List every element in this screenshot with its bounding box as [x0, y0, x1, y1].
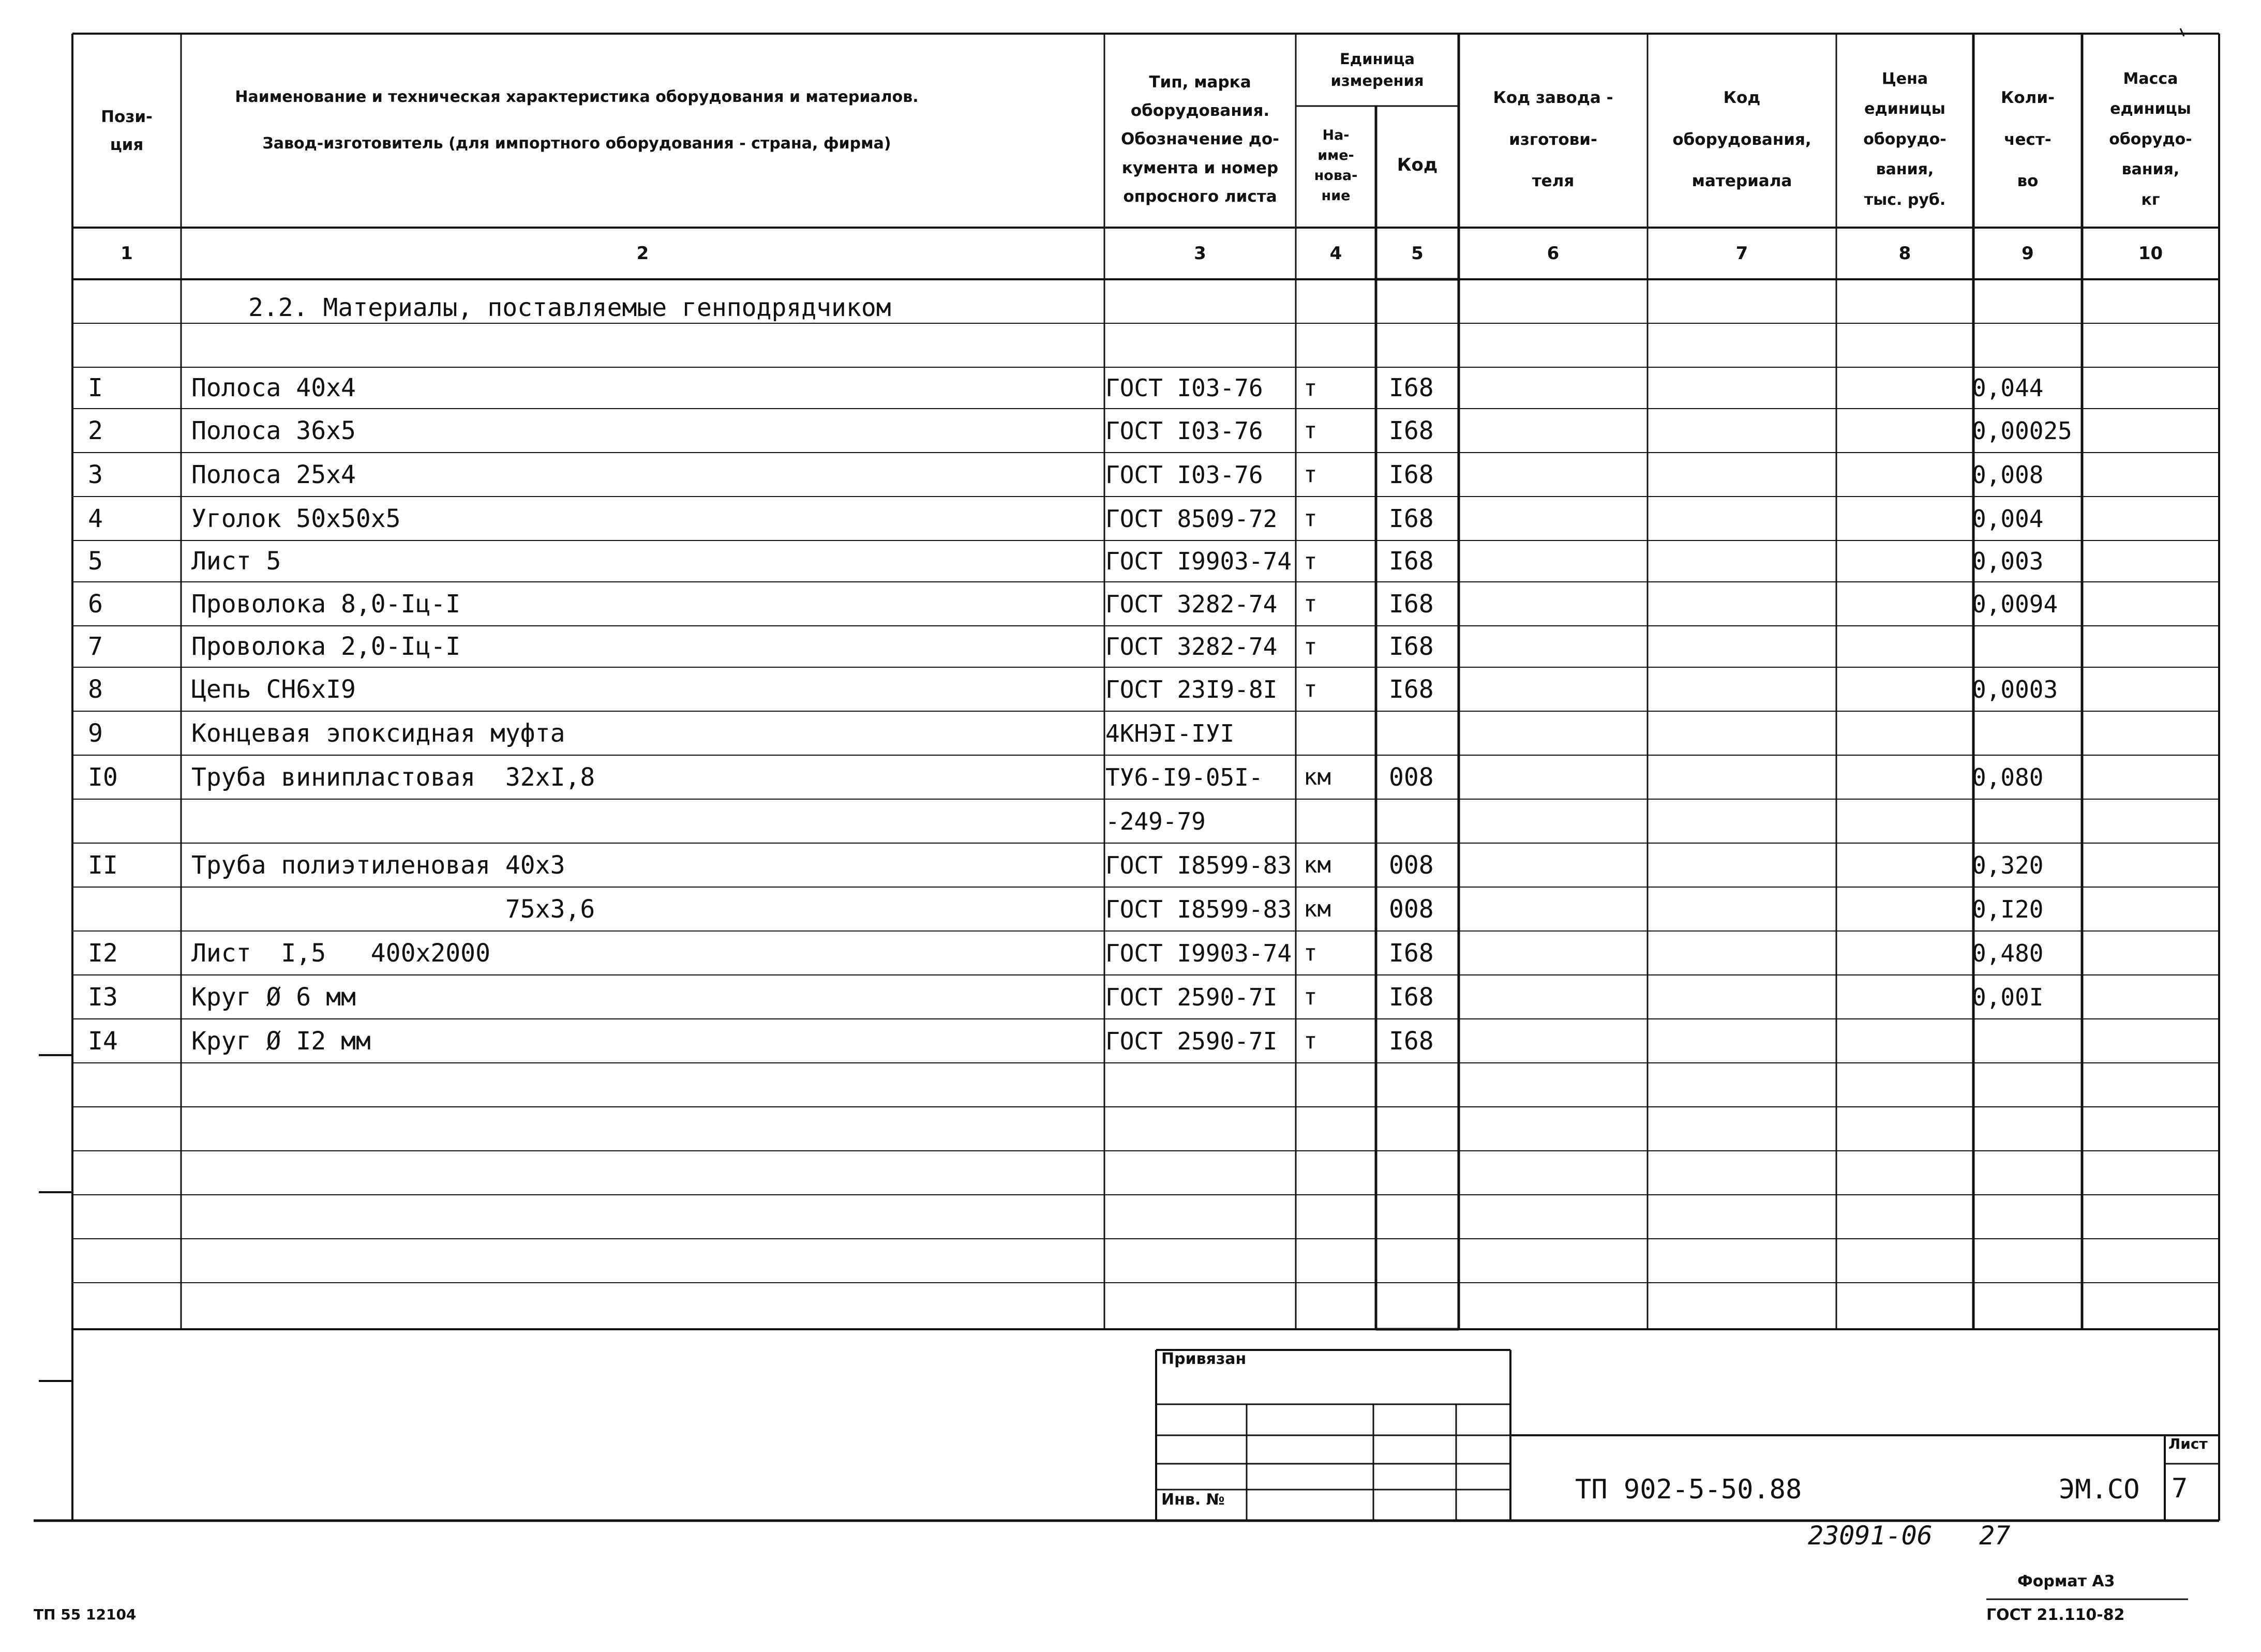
document-cell: 4КНЭI-IУI [1105, 719, 1235, 747]
document-cell: ГОСТ I8599-83 [1105, 851, 1292, 879]
position-cell: 8 [88, 674, 103, 704]
unit-code-cell: I68 [1389, 938, 1434, 968]
name-cell: Полоса 36х5 [191, 416, 356, 445]
header-quantity: Коли- чест- во [2001, 88, 2055, 191]
header-equipment-code: Код оборудования, материала [1672, 88, 1811, 191]
unit-code-cell [1389, 711, 1456, 755]
document-cell: ГОСТ I9903-74 [1105, 547, 1292, 575]
name-cell: Полоса 40х4 [191, 373, 356, 402]
unit-code-cell: 008 [1389, 894, 1434, 924]
document-cell: ГОСТ I03-76 [1105, 374, 1263, 402]
unit-code-cell: I68 [1389, 589, 1434, 619]
unit-cell: т [1304, 676, 1317, 702]
column-number-1: 1 [121, 243, 133, 264]
column-number-5: 5 [1411, 243, 1424, 264]
position-cell: 7 [88, 632, 103, 661]
quantity-cell [1972, 1019, 2080, 1063]
sheet-number: 7 [2172, 1473, 2188, 1504]
document-cell: ГОСТ I8599-83 [1105, 895, 1292, 923]
quantity-cell: 0,080 [1972, 763, 2044, 791]
unit-cell: км [1304, 852, 1331, 878]
name-cell: Полоса 25х4 [191, 460, 356, 489]
unit-code-cell: I68 [1389, 460, 1434, 489]
unit-cell: км [1304, 764, 1331, 790]
document-cell: ГОСТ 23I9-8I [1105, 675, 1278, 703]
document-cell: ГОСТ I03-76 [1105, 460, 1263, 489]
unit-cell: т [1304, 940, 1317, 966]
column-number-8: 8 [1898, 243, 1911, 264]
column-number-3: 3 [1194, 243, 1206, 264]
unit-cell: т [1304, 461, 1317, 488]
unit-code-cell: 008 [1389, 762, 1434, 792]
column-number-4: 4 [1329, 243, 1342, 264]
unit-cell: т [1304, 633, 1317, 660]
unit-cell: т [1304, 984, 1317, 1010]
name-cell: Труба винипластовая 32хI,8 [191, 762, 595, 792]
document-cell: ГОСТ 8509-72 [1105, 504, 1278, 533]
document-cell: ТУ6-I9-05I- [1105, 763, 1263, 791]
quantity-cell: 0,00I [1972, 983, 2044, 1011]
column-number-9: 9 [2022, 243, 2034, 264]
document-code: ТП 902-5-50.88 [1575, 1474, 1802, 1505]
stamp-inventory-number: Инв. № [1161, 1491, 1225, 1509]
name-cell: Уголок 50х50х5 [191, 504, 401, 533]
name-cell: Круг Ø I2 мм [191, 1026, 371, 1056]
quantity-cell: 0,00025 [1972, 416, 2072, 445]
unit-cell: т [1304, 548, 1317, 575]
name-cell: Труба полиэтиленовая 40х3 [191, 850, 565, 880]
column-number-6: 6 [1547, 243, 1560, 264]
unit-code-cell [1389, 799, 1456, 843]
header-unit-price: Цена единицы оборудо- вания, тыс. руб. [1863, 69, 1946, 209]
position-cell: I [88, 373, 103, 402]
unit-cell: т [1304, 591, 1317, 617]
name-cell: Лист 5 [191, 547, 281, 576]
name-cell: Круг Ø 6 мм [191, 982, 356, 1012]
header-unit-name: На- име- нова- ние [1314, 127, 1358, 204]
document-cell: ГОСТ I03-76 [1105, 416, 1263, 445]
position-cell: 9 [88, 718, 103, 748]
position-cell: I0 [88, 762, 118, 792]
document-cell: ГОСТ 2590-7I [1105, 1027, 1278, 1055]
quantity-cell: 0,I20 [1972, 895, 2044, 923]
name-cell: Проволока 8,0-Iц-I [191, 589, 461, 619]
document-cell: ГОСТ I9903-74 [1105, 939, 1292, 967]
header-unit-group: Единица измерения [1330, 50, 1424, 89]
unit-cell: км [1304, 896, 1331, 922]
position-cell: 4 [88, 504, 103, 533]
stamp-privyazan: Привязан [1161, 1350, 1247, 1368]
quantity-cell [1972, 626, 2080, 667]
name-cell: Цепь СН6хI9 [191, 674, 356, 704]
unit-cell [1304, 799, 1373, 843]
sheet-label: Лист [2168, 1435, 2208, 1452]
quantity-cell [1972, 711, 2080, 755]
header-name-line2: Завод-изготовитель (для импортного оборудования - страна, фирма) [262, 134, 891, 153]
quantity-cell: 0,0094 [1972, 590, 2058, 618]
unit-code-cell: I68 [1389, 547, 1434, 576]
quantity-cell: 0,004 [1972, 504, 2044, 533]
unit-code-cell: I68 [1389, 982, 1434, 1012]
header-unit-mass: Масса единицы оборудо- вания, кг [2109, 69, 2192, 209]
unit-code-cell: I68 [1389, 674, 1434, 704]
unit-cell: т [1304, 374, 1317, 401]
unit-code-cell: I68 [1389, 1026, 1434, 1056]
format-label: Формат А3 [2017, 1572, 2115, 1590]
section-title: 2.2. Материалы, поставляемые генподрядчиком [248, 293, 891, 322]
position-cell: 6 [88, 589, 103, 619]
header-position: Пози- ция [101, 107, 153, 154]
footer-gost: ГОСТ 21.110-82 [1986, 1606, 2125, 1624]
handwritten-archive-number: 23091-06 27 [1808, 1521, 2011, 1551]
header-name-line1: Наименование и техническая характеристика оборудования и материалов. [235, 87, 919, 106]
position-cell: I3 [88, 982, 118, 1012]
document-cell: ГОСТ 2590-7I [1105, 983, 1278, 1011]
unit-cell: т [1304, 505, 1317, 532]
unit-code-cell: I68 [1389, 373, 1434, 402]
unit-cell: т [1304, 1028, 1317, 1054]
quantity-cell [1972, 799, 2080, 843]
sheet-code: ЭМ.СО [2059, 1474, 2140, 1505]
name-cell: Концевая эпоксидная муфта [191, 718, 565, 748]
position-cell [88, 799, 176, 843]
name-cell [191, 799, 1102, 843]
name-cell: Проволока 2,0-Iц-I [191, 632, 461, 661]
unit-code-cell: I68 [1389, 504, 1434, 533]
document-cell: ГОСТ 3282-74 [1105, 633, 1278, 660]
unit-code-cell: I68 [1389, 632, 1434, 661]
unit-cell: т [1304, 417, 1317, 444]
position-cell [88, 887, 176, 931]
name-cell: 75х3,6 [191, 894, 595, 924]
name-cell: Лист I,5 400х2000 [191, 938, 490, 968]
quantity-cell: 0,044 [1972, 374, 2044, 402]
quantity-cell: 0,320 [1972, 851, 2044, 879]
header-unit-code: Код [1397, 155, 1438, 176]
document-cell: ГОСТ 3282-74 [1105, 590, 1278, 618]
position-cell: 3 [88, 460, 103, 489]
position-cell: 2 [88, 416, 103, 445]
position-cell: 5 [88, 547, 103, 576]
unit-code-cell: 008 [1389, 850, 1434, 880]
column-number-7: 7 [1735, 243, 1748, 264]
unit-cell [1304, 711, 1373, 755]
quantity-cell: 0,003 [1972, 547, 2044, 575]
position-cell: II [88, 850, 118, 880]
position-cell: I4 [88, 1026, 118, 1056]
position-cell: I2 [88, 938, 118, 968]
quantity-cell: 0,480 [1972, 939, 2044, 967]
document-cell: -249-79 [1105, 807, 1206, 835]
quantity-cell: 0,0003 [1972, 675, 2058, 703]
grid-line [2180, 28, 2184, 36]
column-number-10: 10 [2138, 243, 2163, 264]
header-type-mark: Тип, марка оборудования. Обозначение до- кумента и номер опросного листа [1120, 73, 1280, 206]
column-number-2: 2 [636, 243, 649, 264]
unit-code-cell: I68 [1389, 416, 1434, 445]
header-factory-code: Код завода - изготови- теля [1493, 88, 1613, 191]
footer-left-code: ТП 55 12104 [34, 1606, 137, 1623]
quantity-cell: 0,008 [1972, 460, 2044, 489]
